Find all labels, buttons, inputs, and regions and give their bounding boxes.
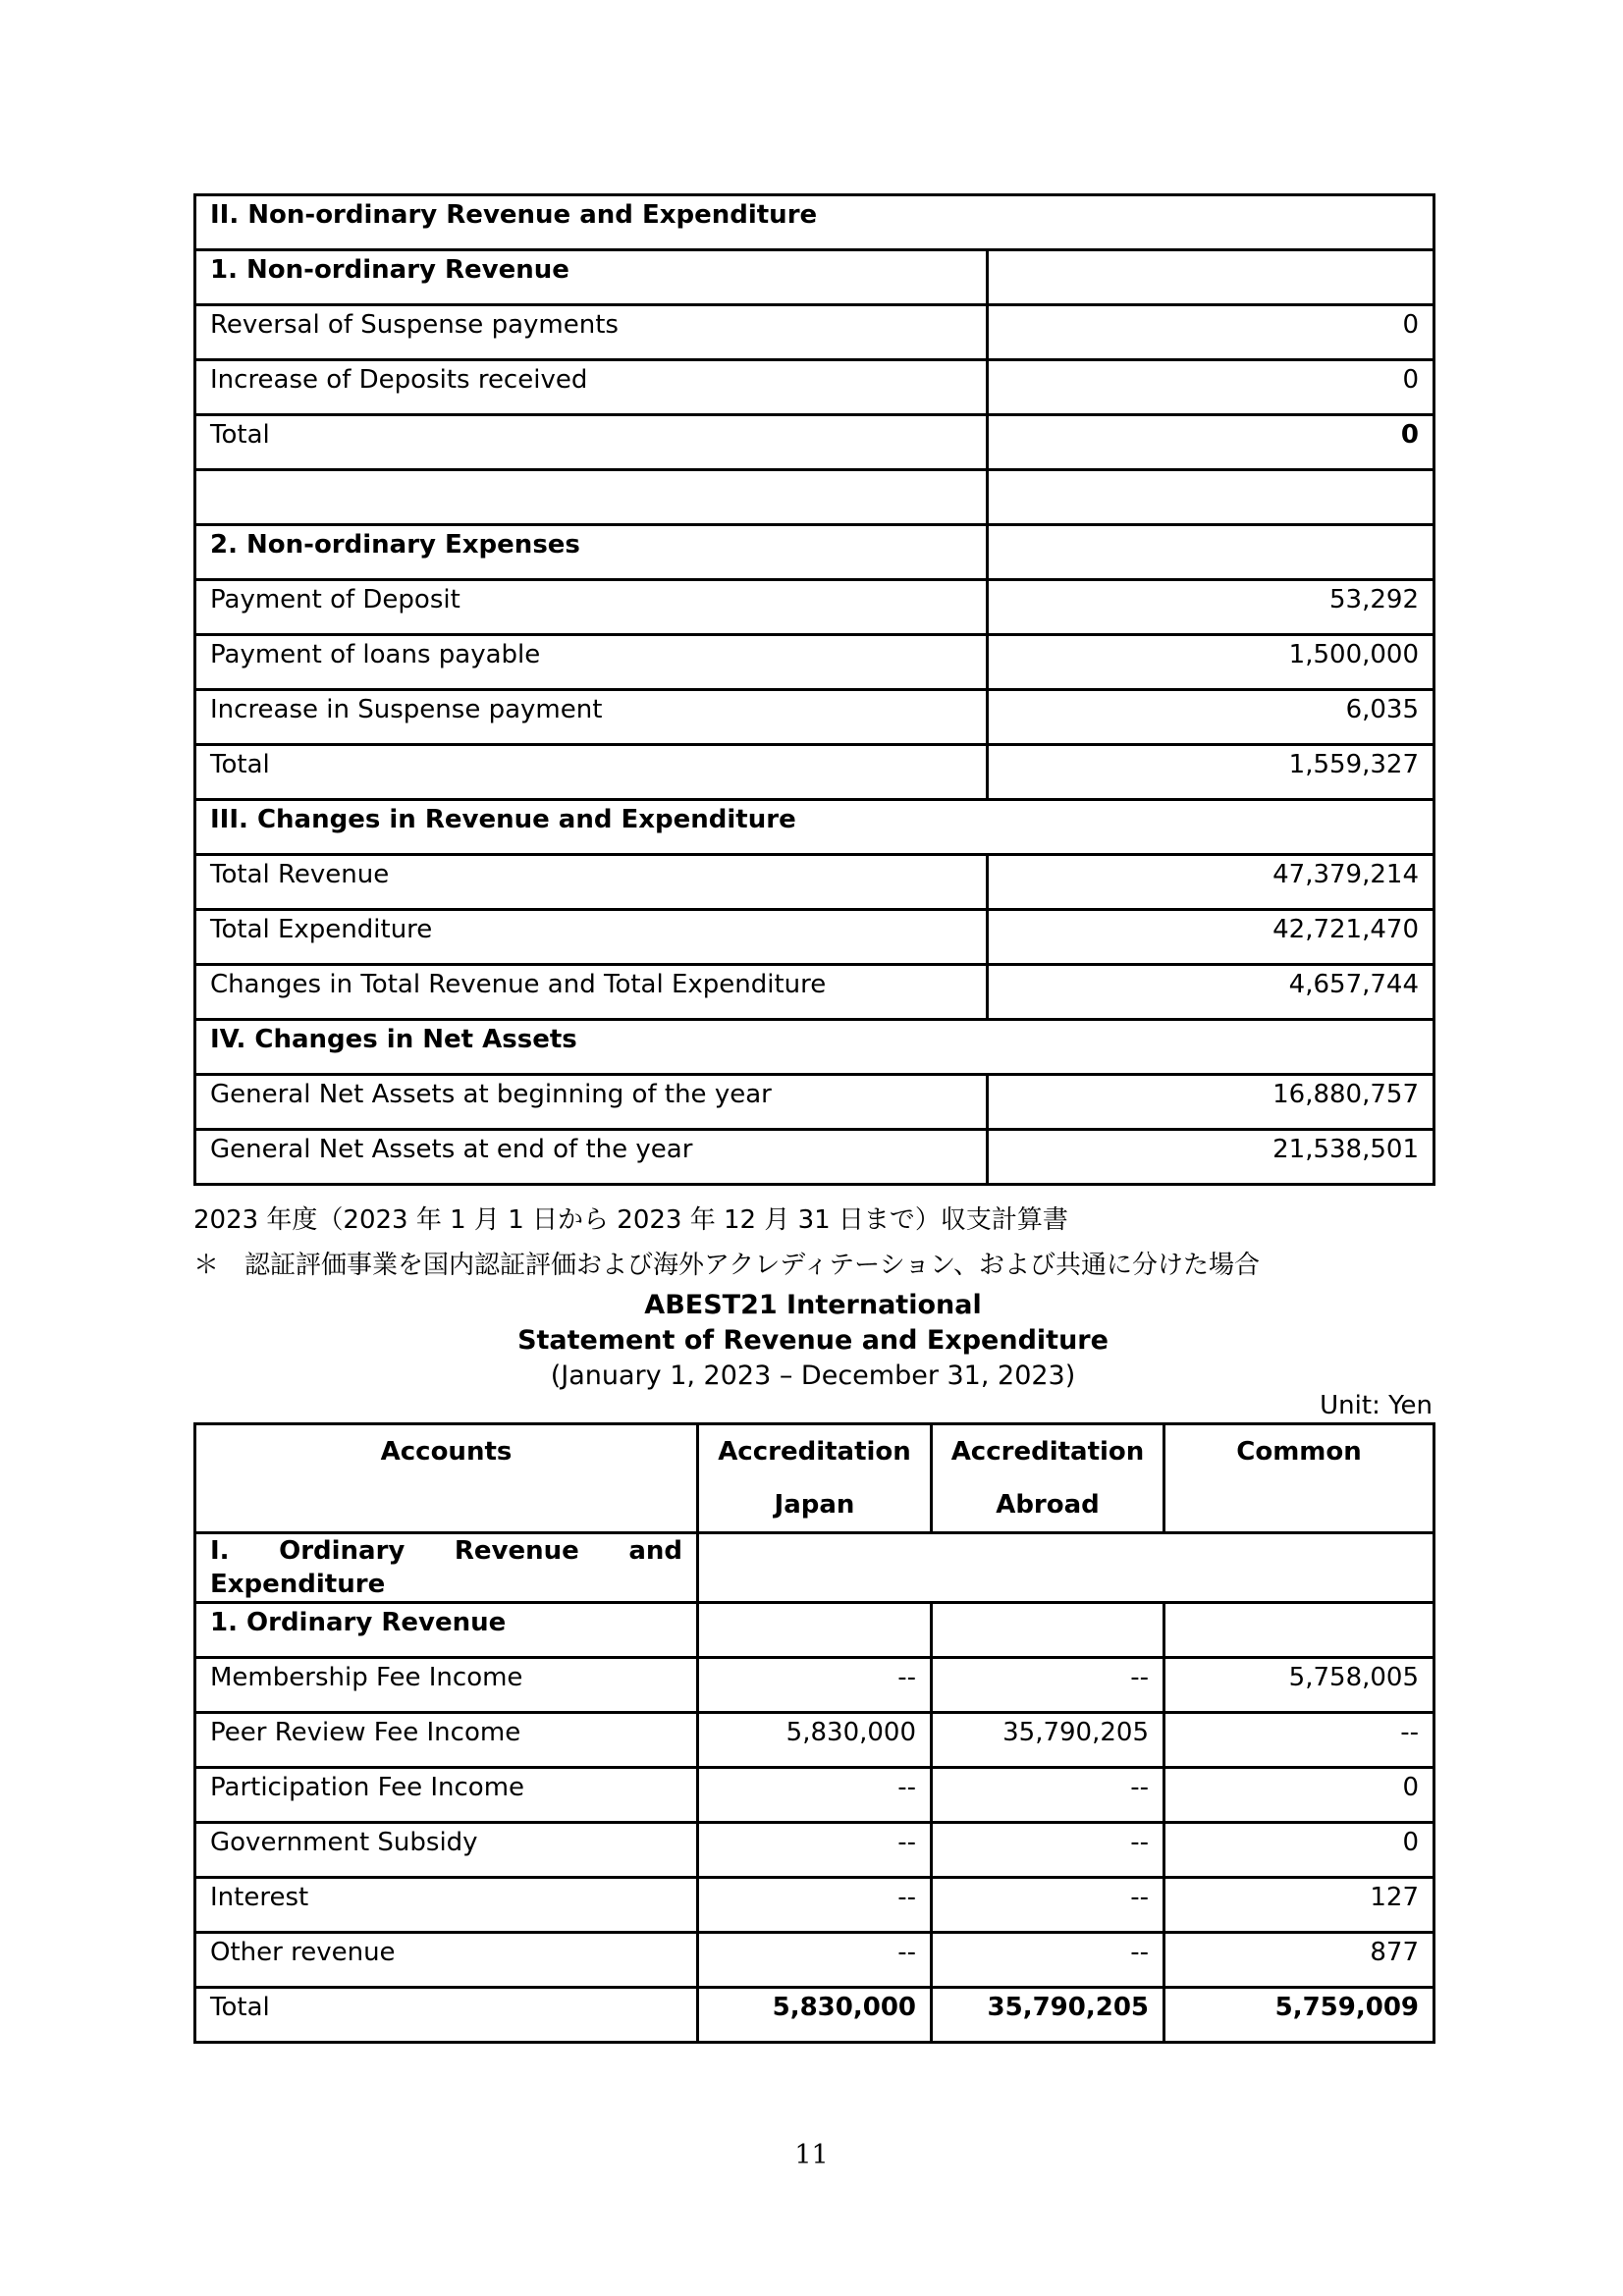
row-value: 0	[988, 360, 1434, 415]
table-row	[195, 1130, 1434, 1185]
empty-cell	[988, 525, 1434, 580]
table-row	[195, 910, 1434, 965]
column-header-accreditation-japan	[698, 1424, 932, 1533]
row-value: 47,379,214	[988, 855, 1434, 910]
table-row	[195, 1878, 1434, 1933]
table-row	[195, 1075, 1434, 1130]
value-common: 0	[1164, 1768, 1434, 1823]
row-label: Other revenue	[195, 1933, 698, 1988]
table-row	[195, 1658, 1434, 1713]
statement-period: (January 1, 2023 – December 31, 2023)	[550, 1361, 1076, 1391]
section-ii-title: II. Non-ordinary Revenue and Expenditure	[195, 195, 1434, 250]
table-row	[195, 1933, 1434, 1988]
value-japan: --	[698, 1878, 932, 1933]
header-label-line1: Accreditation	[950, 1437, 1145, 1467]
row-label: Peer Review Fee Income	[195, 1713, 698, 1768]
value-abroad: --	[932, 1823, 1164, 1878]
row-value: 53,292	[988, 580, 1434, 635]
value-japan: 5,830,000	[698, 1713, 932, 1768]
value-abroad: --	[932, 1768, 1164, 1823]
unit-label: Unit: Yen	[1320, 1391, 1433, 1420]
non-ordinary-revenue-heading-row	[195, 250, 1434, 305]
value-japan: --	[698, 1658, 932, 1713]
value-common: 877	[1164, 1933, 1434, 1988]
row-label: Total Expenditure	[195, 910, 988, 965]
row-label: Interest	[195, 1878, 698, 1933]
empty-cell	[1164, 1603, 1434, 1658]
table-row	[195, 1823, 1434, 1878]
non-ordinary-revenue-heading: 1. Non-ordinary Revenue	[195, 250, 988, 305]
table-row	[195, 1768, 1434, 1823]
empty-cell	[988, 470, 1434, 525]
row-label: Increase of Deposits received	[195, 360, 988, 415]
table-row	[195, 690, 1434, 745]
total-common: 5,759,009	[1164, 1988, 1434, 2043]
value-common: 0	[1164, 1823, 1434, 1878]
column-header-accounts	[195, 1424, 698, 1533]
table-row	[195, 1713, 1434, 1768]
row-label: General Net Assets at end of the year	[195, 1130, 988, 1185]
value-abroad: --	[932, 1878, 1164, 1933]
header-label-line2: Abroad	[996, 1490, 1100, 1520]
empty-cell	[988, 250, 1434, 305]
row-value: 0	[988, 415, 1434, 470]
japanese-statement-title: 2023 年度（2023 年 1 月 1 日から 2023 年 12 月 31 日まで）収支計算書	[193, 1205, 1068, 1235]
row-label: Membership Fee Income	[195, 1658, 698, 1713]
blank-row	[195, 470, 1434, 525]
column-header-accreditation-abroad	[932, 1424, 1164, 1533]
total-row	[195, 1988, 1434, 2043]
non-ordinary-expenses-heading: 2. Non-ordinary Expenses	[195, 525, 988, 580]
row-label: Government Subsidy	[195, 1823, 698, 1878]
table-row	[195, 305, 1434, 360]
expenses-total-row	[195, 745, 1434, 800]
row-label: Total Revenue	[195, 855, 988, 910]
table-row	[195, 855, 1434, 910]
row-value: 1,500,000	[988, 635, 1434, 690]
row-value: 16,880,757	[988, 1075, 1434, 1130]
ordinary-revenue-table	[193, 1422, 1435, 2044]
japanese-note: ＊ 認証評価事業を国内認証評価および海外アクレディテーション、および共通に分けた場合	[193, 1251, 1261, 1280]
table-row	[195, 965, 1434, 1020]
table-row	[195, 635, 1434, 690]
organization-name: ABEST21 International	[644, 1290, 982, 1320]
row-value: 42,721,470	[988, 910, 1434, 965]
header-label: Common	[1236, 1437, 1362, 1467]
total-abroad: 35,790,205	[932, 1988, 1164, 2043]
row-label: Total	[195, 1988, 698, 2043]
header-row	[195, 1424, 1434, 1533]
row-label: Reversal of Suspense payments	[195, 305, 988, 360]
header-label-line2: Japan	[774, 1490, 855, 1520]
row-value: 0	[988, 305, 1434, 360]
value-japan: --	[698, 1768, 932, 1823]
section-iii-title: III. Changes in Revenue and Expenditure	[195, 800, 1434, 855]
value-abroad: 35,790,205	[932, 1713, 1164, 1768]
value-japan: --	[698, 1823, 932, 1878]
value-abroad: --	[932, 1658, 1164, 1713]
total-japan: 5,830,000	[698, 1988, 932, 2043]
value-common: 5,758,005	[1164, 1658, 1434, 1713]
page-number: 11	[794, 2140, 829, 2170]
table-row	[195, 360, 1434, 415]
revenue-total-row	[195, 415, 1434, 470]
section-iii-row	[195, 800, 1434, 855]
empty-cell	[195, 470, 988, 525]
empty-cell	[932, 1603, 1164, 1658]
statement-title: Statement of Revenue and Expenditure	[517, 1325, 1109, 1356]
value-abroad: --	[932, 1933, 1164, 1988]
row-value: 6,035	[988, 690, 1434, 745]
value-common: 127	[1164, 1878, 1434, 1933]
row-label: Increase in Suspense payment	[195, 690, 988, 745]
empty-cell	[698, 1533, 1434, 1603]
non-ordinary-expenses-heading-row	[195, 525, 1434, 580]
ordinary-revenue-heading-row	[195, 1603, 1434, 1658]
ordinary-revenue-heading: 1. Ordinary Revenue	[195, 1603, 698, 1658]
row-label: Payment of Deposit	[195, 580, 988, 635]
row-value: 1,559,327	[988, 745, 1434, 800]
section-iv-title: IV. Changes in Net Assets	[195, 1020, 1434, 1075]
header-label: Accounts	[380, 1437, 513, 1467]
non-ordinary-table	[193, 193, 1435, 1186]
row-label: Total	[195, 745, 988, 800]
section-i-title: I. Ordinary Revenue and Expenditure	[195, 1533, 698, 1603]
table-row	[195, 580, 1434, 635]
row-value: 4,657,744	[988, 965, 1434, 1020]
statement-header	[193, 1288, 1433, 1394]
section-i-row	[195, 1533, 1434, 1603]
row-value: 21,538,501	[988, 1130, 1434, 1185]
row-label: Payment of loans payable	[195, 635, 988, 690]
value-common: --	[1164, 1713, 1434, 1768]
section-iv-row	[195, 1020, 1434, 1075]
value-japan: --	[698, 1933, 932, 1988]
empty-cell	[698, 1603, 932, 1658]
section-ii-row	[195, 195, 1434, 250]
row-label: Total	[195, 415, 988, 470]
row-label: General Net Assets at beginning of the year	[195, 1075, 988, 1130]
header-label-line1: Accreditation	[718, 1437, 911, 1467]
row-label: Changes in Total Revenue and Total Expenditure	[195, 965, 988, 1020]
row-label: Participation Fee Income	[195, 1768, 698, 1823]
column-header-common	[1164, 1424, 1434, 1533]
